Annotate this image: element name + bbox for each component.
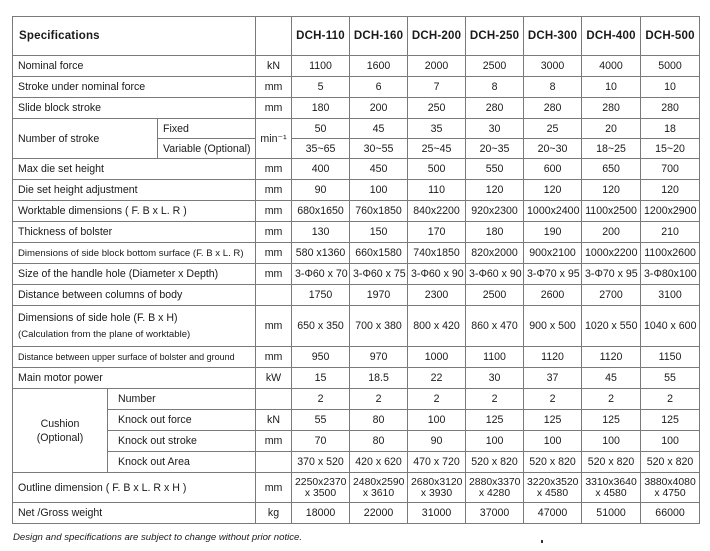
value-cell: 520 x 820 (466, 452, 524, 473)
cushion-label-line: Cushion (40, 417, 80, 430)
value-cell: 900x2100 (524, 243, 582, 264)
spec-row-main-motor-power (13, 368, 700, 389)
value-cell: 100 (524, 431, 582, 452)
value-cell (408, 473, 466, 503)
value-cell: 100 (350, 180, 408, 201)
spec-row-bolster-thickness (13, 222, 700, 243)
value-line: x 3610 (362, 487, 395, 499)
unit-cell: kg (256, 503, 292, 524)
spec-row-knock-out-stroke (13, 431, 700, 452)
value-cell: 22 (408, 368, 466, 389)
value-cell: 2 (524, 389, 582, 410)
value-cell: 55 (292, 410, 350, 431)
value-cell: 20~30 (524, 139, 582, 159)
value-cell: 30 (466, 368, 524, 389)
spec-row-handle-hole (13, 264, 700, 285)
value-cell: 3100 (641, 285, 700, 306)
stray-mark (541, 540, 543, 543)
spec-row-column-distance (13, 285, 700, 306)
value-cell: 170 (408, 222, 466, 243)
value-line: 3880x4080 (644, 476, 696, 488)
unit-cell: min⁻¹ (256, 119, 292, 159)
value-cell: 2500 (466, 285, 524, 306)
unit-cell: mm (256, 77, 292, 98)
value-cell: 1100x2600 (641, 243, 700, 264)
value-cell: 120 (466, 180, 524, 201)
value-cell: 740x1850 (408, 243, 466, 264)
value-cell: 1100 (466, 347, 524, 368)
value-cell: 35~65 (292, 139, 350, 159)
row-label: Size of the handle hole (Diameter x Depth) (13, 264, 256, 285)
value-cell: 70 (292, 431, 350, 452)
value-cell: 3-Φ70 x 95 (582, 264, 641, 285)
unit-cell (256, 452, 292, 473)
value-cell: 3-Φ60 x 75 (350, 264, 408, 285)
value-cell: 760x1850 (350, 201, 408, 222)
value-cell: 900 x 500 (524, 306, 582, 347)
value-cell: 700 (641, 159, 700, 180)
row-label: Main motor power (13, 368, 256, 389)
value-cell: 150 (350, 222, 408, 243)
value-cell: 8 (524, 77, 582, 98)
value-line: 2480x2590 (353, 476, 405, 488)
value-cell: 4000 (582, 56, 641, 77)
value-cell: 18000 (292, 503, 350, 524)
value-cell: 5 (292, 77, 350, 98)
value-cell: 280 (524, 98, 582, 119)
value-cell: 1600 (350, 56, 408, 77)
value-cell: 680x1650 (292, 201, 350, 222)
header-row (13, 17, 700, 56)
value-line: 3220x3520 (527, 476, 579, 488)
sub-label: Fixed (158, 119, 256, 139)
value-cell: 25 (524, 119, 582, 139)
spec-row-knock-out-force (13, 410, 700, 431)
value-cell: 920x2300 (466, 201, 524, 222)
value-cell: 45 (350, 119, 408, 139)
model-header: DCH-500 (641, 17, 700, 56)
value-cell: 100 (466, 431, 524, 452)
value-cell (582, 473, 641, 503)
value-cell: 50 (292, 119, 350, 139)
value-cell: 47000 (524, 503, 582, 524)
unit-cell: mm (256, 306, 292, 347)
value-cell: 190 (524, 222, 582, 243)
value-cell: 7 (408, 77, 466, 98)
spec-row-worktable-dimensions (13, 201, 700, 222)
value-cell: 90 (292, 180, 350, 201)
value-cell: 20~35 (466, 139, 524, 159)
value-cell: 1020 x 550 (582, 306, 641, 347)
value-cell: 80 (350, 431, 408, 452)
value-cell: 1040 x 600 (641, 306, 700, 347)
row-label: Net /Gross weight (13, 503, 256, 524)
value-line: 2250x2370 (295, 476, 347, 488)
row-label: Outline dimension ( F. B x L. R x H ) (13, 473, 256, 503)
unit-cell: mm (256, 201, 292, 222)
value-cell: 2600 (524, 285, 582, 306)
model-header: DCH-200 (408, 17, 466, 56)
cushion-label-line: (Optional) (36, 431, 84, 444)
value-cell (466, 473, 524, 503)
value-cell: 700 x 380 (350, 306, 408, 347)
value-cell: 970 (350, 347, 408, 368)
value-cell: 1200x2900 (641, 201, 700, 222)
row-label: Stroke under nominal force (13, 77, 256, 98)
value-cell: 470 x 720 (408, 452, 466, 473)
value-cell: 580 x1360 (292, 243, 350, 264)
value-line: x 3500 (304, 487, 337, 499)
value-cell: 3-Φ80x100 (641, 264, 700, 285)
unit-cell: mm (256, 222, 292, 243)
value-cell: 520 x 820 (582, 452, 641, 473)
row-label: Die set height adjustment (13, 180, 256, 201)
value-cell: 420 x 620 (350, 452, 408, 473)
unit-cell: mm (256, 243, 292, 264)
row-label-line: (Calculation from the plane of worktable) (18, 328, 191, 340)
value-cell: 18.5 (350, 368, 408, 389)
value-cell: 400 (292, 159, 350, 180)
unit-cell: mm (256, 98, 292, 119)
unit-cell (256, 285, 292, 306)
value-cell: 100 (408, 410, 466, 431)
spec-row-slide-block-stroke (13, 98, 700, 119)
sub-label: Variable (Optional) (158, 139, 256, 159)
spec-row-stroke-under-force (13, 77, 700, 98)
value-cell: 2500 (466, 56, 524, 77)
value-cell: 200 (582, 222, 641, 243)
value-cell: 15~20 (641, 139, 700, 159)
unit-cell: mm (256, 159, 292, 180)
unit-cell: kN (256, 410, 292, 431)
value-cell: 31000 (408, 503, 466, 524)
value-cell: 500 (408, 159, 466, 180)
unit-cell: mm (256, 347, 292, 368)
value-line: x 4280 (478, 487, 511, 499)
value-cell: 18~25 (582, 139, 641, 159)
disclaimer-note: Design and specifications are subject to change without prior notice. (13, 532, 303, 543)
value-cell: 860 x 470 (466, 306, 524, 347)
value-cell: 370 x 520 (292, 452, 350, 473)
value-cell: 125 (524, 410, 582, 431)
model-header: DCH-400 (582, 17, 641, 56)
spec-row-outline-dimension (13, 473, 700, 503)
spec-row-cushion-number (13, 389, 700, 410)
unit-cell: kN (256, 56, 292, 77)
unit-cell: mm (256, 180, 292, 201)
value-line: x 3930 (420, 487, 453, 499)
value-cell: 3-Φ60 x 90 (466, 264, 524, 285)
value-line: 2680x3120 (411, 476, 463, 488)
specifications-header: Specifications (13, 17, 256, 56)
value-cell: 2 (408, 389, 466, 410)
value-cell: 120 (641, 180, 700, 201)
value-cell: 820x2000 (466, 243, 524, 264)
value-cell: 2300 (408, 285, 466, 306)
spec-row-nominal-force (13, 56, 700, 77)
value-cell: 125 (641, 410, 700, 431)
value-cell: 51000 (582, 503, 641, 524)
value-cell: 280 (641, 98, 700, 119)
value-cell: 1970 (350, 285, 408, 306)
value-cell: 650 (582, 159, 641, 180)
row-label: Worktable dimensions ( F. B x L. R ) (13, 201, 256, 222)
sub-label: Knock out stroke (108, 431, 256, 452)
value-cell: 180 (466, 222, 524, 243)
value-cell: 37000 (466, 503, 524, 524)
value-cell: 6 (350, 77, 408, 98)
model-header: DCH-300 (524, 17, 582, 56)
value-cell: 55 (641, 368, 700, 389)
value-cell (350, 473, 408, 503)
value-cell: 840x2200 (408, 201, 466, 222)
value-cell: 520 x 820 (524, 452, 582, 473)
value-cell: 18 (641, 119, 700, 139)
spec-row-bolster-ground-distance (13, 347, 700, 368)
value-cell: 110 (408, 180, 466, 201)
value-cell (292, 473, 350, 503)
value-cell: 210 (641, 222, 700, 243)
sub-label: Knock out Area (108, 452, 256, 473)
value-line: x 4580 (595, 487, 627, 499)
value-cell: 200 (350, 98, 408, 119)
value-cell: 3-Φ70 x 95 (524, 264, 582, 285)
spec-row-knock-out-area (13, 452, 700, 473)
value-cell: 2 (641, 389, 700, 410)
value-cell: 8 (466, 77, 524, 98)
value-cell: 100 (641, 431, 700, 452)
value-cell: 120 (582, 180, 641, 201)
row-label: Distance between upper surface of bolster and ground (13, 347, 256, 368)
value-cell: 1100x2500 (582, 201, 641, 222)
value-cell: 130 (292, 222, 350, 243)
row-label (13, 306, 256, 347)
value-cell: 180 (292, 98, 350, 119)
value-cell: 2 (292, 389, 350, 410)
value-cell: 1000x2400 (524, 201, 582, 222)
value-cell: 3-Φ60 x 70 (292, 264, 350, 285)
value-cell (641, 473, 700, 503)
value-cell: 1120 (524, 347, 582, 368)
spec-row-max-die-set-height (13, 159, 700, 180)
value-cell: 2 (466, 389, 524, 410)
value-cell: 30~55 (350, 139, 408, 159)
value-cell: 30 (466, 119, 524, 139)
value-cell: 120 (524, 180, 582, 201)
value-cell: 15 (292, 368, 350, 389)
value-cell: 10 (641, 77, 700, 98)
value-cell: 25~45 (408, 139, 466, 159)
unit-cell: mm (256, 473, 292, 503)
spec-row-stroke-fixed (13, 119, 700, 139)
row-label: Distance between columns of body (13, 285, 256, 306)
value-cell: 600 (524, 159, 582, 180)
value-cell: 550 (466, 159, 524, 180)
value-cell: 520 x 820 (641, 452, 700, 473)
value-line: x 4750 (654, 487, 686, 499)
row-label: Nominal force (13, 56, 256, 77)
row-label: Max die set height (13, 159, 256, 180)
value-cell: 450 (350, 159, 408, 180)
row-label: Thickness of bolster (13, 222, 256, 243)
value-cell: 35 (408, 119, 466, 139)
value-line: 2880x3370 (469, 476, 521, 488)
value-cell: 1000x2200 (582, 243, 641, 264)
value-cell: 5000 (641, 56, 700, 77)
row-label: Number of stroke (13, 119, 158, 159)
value-cell: 1750 (292, 285, 350, 306)
row-label: Dimensions of side block bottom surface (F. B x L. R) (13, 243, 256, 264)
sub-label: Knock out force (108, 410, 256, 431)
value-cell (524, 473, 582, 503)
spec-row-side-block-bottom (13, 243, 700, 264)
cushion-label (13, 389, 108, 473)
value-cell: 80 (350, 410, 408, 431)
value-cell: 800 x 420 (408, 306, 466, 347)
value-cell: 1000 (408, 347, 466, 368)
value-cell: 660x1580 (350, 243, 408, 264)
value-cell: 2700 (582, 285, 641, 306)
value-cell: 950 (292, 347, 350, 368)
value-cell: 22000 (350, 503, 408, 524)
value-cell: 250 (408, 98, 466, 119)
value-cell: 2 (350, 389, 408, 410)
value-cell: 37 (524, 368, 582, 389)
value-cell: 650 x 350 (292, 306, 350, 347)
unit-cell: mm (256, 264, 292, 285)
value-cell: 1120 (582, 347, 641, 368)
value-cell: 45 (582, 368, 641, 389)
spec-row-net-gross-weight (13, 503, 700, 524)
value-cell: 3-Φ60 x 90 (408, 264, 466, 285)
value-cell: 280 (466, 98, 524, 119)
value-cell: 1100 (292, 56, 350, 77)
unit-cell: mm (256, 431, 292, 452)
value-cell: 90 (408, 431, 466, 452)
spec-row-side-hole (13, 306, 700, 347)
value-cell: 10 (582, 77, 641, 98)
unit-cell: kW (256, 368, 292, 389)
model-header: DCH-250 (466, 17, 524, 56)
row-label-line: Dimensions of side hole (F. B x H) (18, 311, 178, 324)
value-cell: 280 (582, 98, 641, 119)
value-cell: 125 (466, 410, 524, 431)
specifications-table (12, 16, 700, 524)
unit-header (256, 17, 292, 56)
value-cell: 66000 (641, 503, 700, 524)
value-cell: 125 (582, 410, 641, 431)
sub-label: Number (108, 389, 256, 410)
value-cell: 2000 (408, 56, 466, 77)
row-label: Slide block stroke (13, 98, 256, 119)
value-cell: 2 (582, 389, 641, 410)
value-cell: 3000 (524, 56, 582, 77)
value-line: x 4580 (536, 487, 569, 499)
spec-row-die-set-adjustment (13, 180, 700, 201)
value-line: 3310x3640 (585, 476, 637, 488)
unit-cell (256, 389, 292, 410)
value-cell: 1150 (641, 347, 700, 368)
model-header: DCH-160 (350, 17, 408, 56)
value-cell: 100 (582, 431, 641, 452)
value-cell: 20 (582, 119, 641, 139)
model-header: DCH-110 (292, 17, 350, 56)
